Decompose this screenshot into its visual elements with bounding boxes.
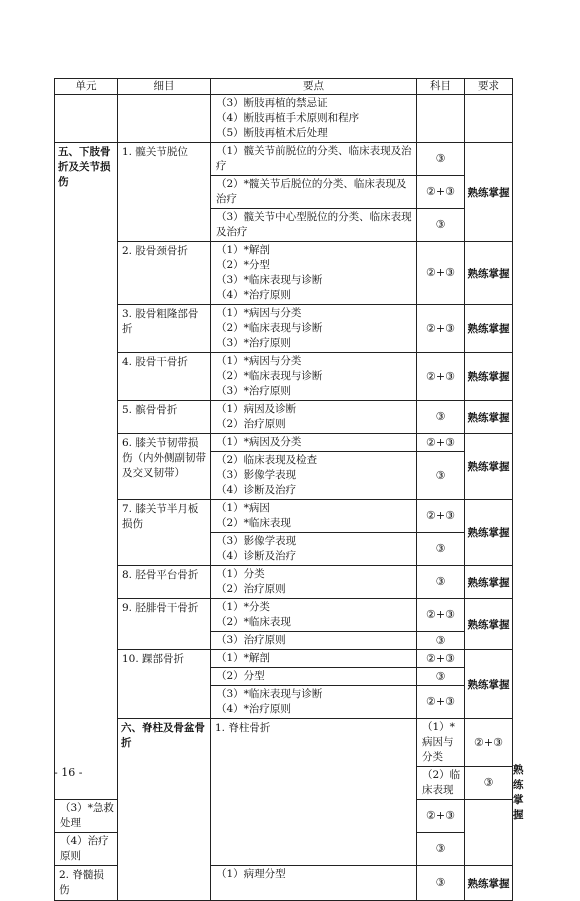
subject-cell: ②+③ <box>417 305 465 353</box>
subject-cell: ③ <box>417 866 465 901</box>
subject-cell: ③ <box>417 143 465 176</box>
point-item: （4）治疗原则 <box>55 833 118 866</box>
point-item: （4）*治疗原则 <box>216 289 291 301</box>
subject-cell: ②+③ <box>417 434 465 452</box>
points-cell <box>211 242 417 305</box>
point-item: （1）*病因与分类 <box>417 719 465 767</box>
topic-cell: 1. 髋关节脱位 <box>118 143 211 242</box>
point-item: （1）*解剖 <box>216 244 270 256</box>
header-topic: 细目 <box>118 79 211 95</box>
point-item: （1）*病因与分类 <box>216 355 302 367</box>
unit-cell: 五、下肢骨折及关节损伤 <box>55 143 118 800</box>
point-item: （2）*分型 <box>216 259 270 271</box>
subject-cell: ②+③ <box>417 686 465 719</box>
table-row <box>55 434 513 452</box>
points-cell <box>211 401 417 434</box>
point-item: （4）断肢再植手术原则和程序 <box>216 112 360 124</box>
requirement-cell: 熟练掌握 <box>465 866 513 901</box>
subject-cell: ③ <box>465 767 513 800</box>
subject-cell: ②+③ <box>417 242 465 305</box>
point-item: （3）*治疗原则 <box>216 337 291 349</box>
header-unit: 单元 <box>55 79 118 95</box>
point-item: （1）*解剖 <box>211 650 417 668</box>
table-row <box>55 143 513 176</box>
point-item: （1）*病因与分类 <box>216 307 302 319</box>
topic-cell: 2. 股骨颈骨折 <box>118 242 211 305</box>
point-item: （3）治疗原则 <box>211 632 417 650</box>
point-item: （3）*急救处理 <box>55 800 118 833</box>
point-item: （2）治疗原则 <box>216 418 286 430</box>
point-item: （4）诊断及治疗 <box>216 484 297 496</box>
table-row <box>55 650 513 668</box>
requirement-cell: 熟练掌握 <box>465 353 513 401</box>
table-row <box>55 353 513 401</box>
point-item: （1）*分类 <box>216 601 270 613</box>
subject-cell: ②+③ <box>417 500 465 533</box>
points-cell <box>211 500 417 533</box>
points-cell <box>211 353 417 401</box>
topic-cell: 2. 脊髓损伤 <box>55 866 118 901</box>
requirement-cell: 熟练掌握 <box>465 242 513 305</box>
subject-cell: ③ <box>417 833 465 866</box>
requirement-cell: 熟练掌握 <box>465 305 513 353</box>
table-row <box>55 599 513 632</box>
topic-cell: 7. 膝关节半月板损伤 <box>118 500 211 566</box>
point-item: （4）诊断及治疗 <box>216 550 297 562</box>
table-row <box>55 242 513 305</box>
points-cell <box>211 95 417 143</box>
table-row <box>55 401 513 434</box>
requirement-cell <box>465 95 513 143</box>
subject-cell: ②+③ <box>417 800 465 833</box>
points-cell <box>211 686 417 719</box>
point-item: （3）影像学表现 <box>216 469 297 481</box>
page-number: - 16 - <box>54 766 83 779</box>
point-item: （1）分类 <box>216 568 265 580</box>
subject-cell: ③ <box>417 533 465 566</box>
subject-cell: ③ <box>417 452 465 500</box>
table-row <box>55 566 513 599</box>
subject-cell <box>417 95 465 143</box>
points-cell <box>211 452 417 500</box>
header-points: 要点 <box>211 79 417 95</box>
unit-cell: 六、脊柱及骨盆骨折 <box>118 719 211 901</box>
subject-cell: ③ <box>417 668 465 686</box>
topic-cell: 6. 膝关节韧带损伤（内外侧副韧带及交叉韧带） <box>118 434 211 500</box>
requirement-cell: 熟练掌握 <box>465 650 513 719</box>
subject-cell: ②+③ <box>417 599 465 632</box>
subject-cell: ②+③ <box>417 353 465 401</box>
header-row <box>55 79 513 95</box>
topic-cell <box>118 95 211 143</box>
topic-cell: 4. 股骨干骨折 <box>118 353 211 401</box>
syllabus-table <box>54 78 524 901</box>
point-item: （2）治疗原则 <box>216 583 286 595</box>
point-item: （3）*治疗原则 <box>216 385 291 397</box>
points-cell <box>211 566 417 599</box>
point-item: （2）*临床表现 <box>216 517 291 529</box>
requirement-cell: 熟练掌握 <box>465 401 513 434</box>
point-item: （3）*临床表现与诊断 <box>216 688 323 700</box>
point-item: （2）*临床表现与诊断 <box>216 370 323 382</box>
point-item: （2）*临床表现 <box>216 616 291 628</box>
topic-cell: 8. 胫骨平台骨折 <box>118 566 211 599</box>
point-item: （1）*病因及分类 <box>211 434 417 452</box>
topic-cell: 10. 踝部骨折 <box>118 650 211 719</box>
unit-cell <box>55 95 118 143</box>
requirement-cell: 熟练掌握 <box>465 566 513 599</box>
point-item: （4）*治疗原则 <box>216 703 291 715</box>
point-item: （1）髋关节前脱位的分类、临床表现及治疗 <box>211 143 417 176</box>
point-item: （2）*髋关节后脱位的分类、临床表现及治疗 <box>211 176 417 209</box>
point-item: （3）影像学表现 <box>216 535 297 547</box>
topic-cell: 1. 脊柱骨折 <box>211 719 417 866</box>
subject-cell: ③ <box>417 401 465 434</box>
points-cell <box>211 533 417 566</box>
point-item: （3）断肢再植的禁忌证 <box>216 97 328 109</box>
point-item: （2）分型 <box>211 668 417 686</box>
points-cell <box>211 599 417 632</box>
point-item: （2）临床表现 <box>417 767 465 800</box>
point-item: （1）*病因 <box>216 502 270 514</box>
requirement-cell: 熟练掌握 <box>465 143 513 242</box>
topic-cell: 9. 胫腓骨干骨折 <box>118 599 211 650</box>
subject-cell: ②+③ <box>417 176 465 209</box>
header-requirement: 要求 <box>465 79 513 95</box>
requirement-cell: 熟练掌握 <box>465 434 513 500</box>
subject-cell: ②+③ <box>465 719 513 767</box>
table-row <box>55 95 513 143</box>
point-item: （2）*临床表现与诊断 <box>216 322 323 334</box>
point-item: （5）断肢再植术后处理 <box>216 127 328 139</box>
requirement-cell: 熟练掌握 <box>465 500 513 566</box>
topic-cell: 5. 髌骨骨折 <box>118 401 211 434</box>
points-cell <box>211 305 417 353</box>
subject-cell: ③ <box>417 566 465 599</box>
table-row <box>55 500 513 533</box>
point-item: （1）病理分型 <box>211 866 417 901</box>
subject-cell: ②+③ <box>417 650 465 668</box>
point-item: （3）髋关节中心型脱位的分类、临床表现及治疗 <box>211 209 417 242</box>
header-subject: 科目 <box>417 79 465 95</box>
point-item: （3）*临床表现与诊断 <box>216 274 323 286</box>
requirement-cell: 熟练掌握 <box>465 599 513 650</box>
point-item: （1）病因及诊断 <box>216 403 297 415</box>
topic-cell: 3. 股骨粗隆部骨折 <box>118 305 211 353</box>
point-item: （2）临床表现及检查 <box>216 454 318 466</box>
subject-cell: ③ <box>417 209 465 242</box>
table-row <box>55 305 513 353</box>
subject-cell: ③ <box>417 632 465 650</box>
table-row: 六、脊柱及骨盆骨折 1. 脊柱骨折 （1）*病因与分类 ②+③ 熟练掌握 <box>55 719 513 767</box>
